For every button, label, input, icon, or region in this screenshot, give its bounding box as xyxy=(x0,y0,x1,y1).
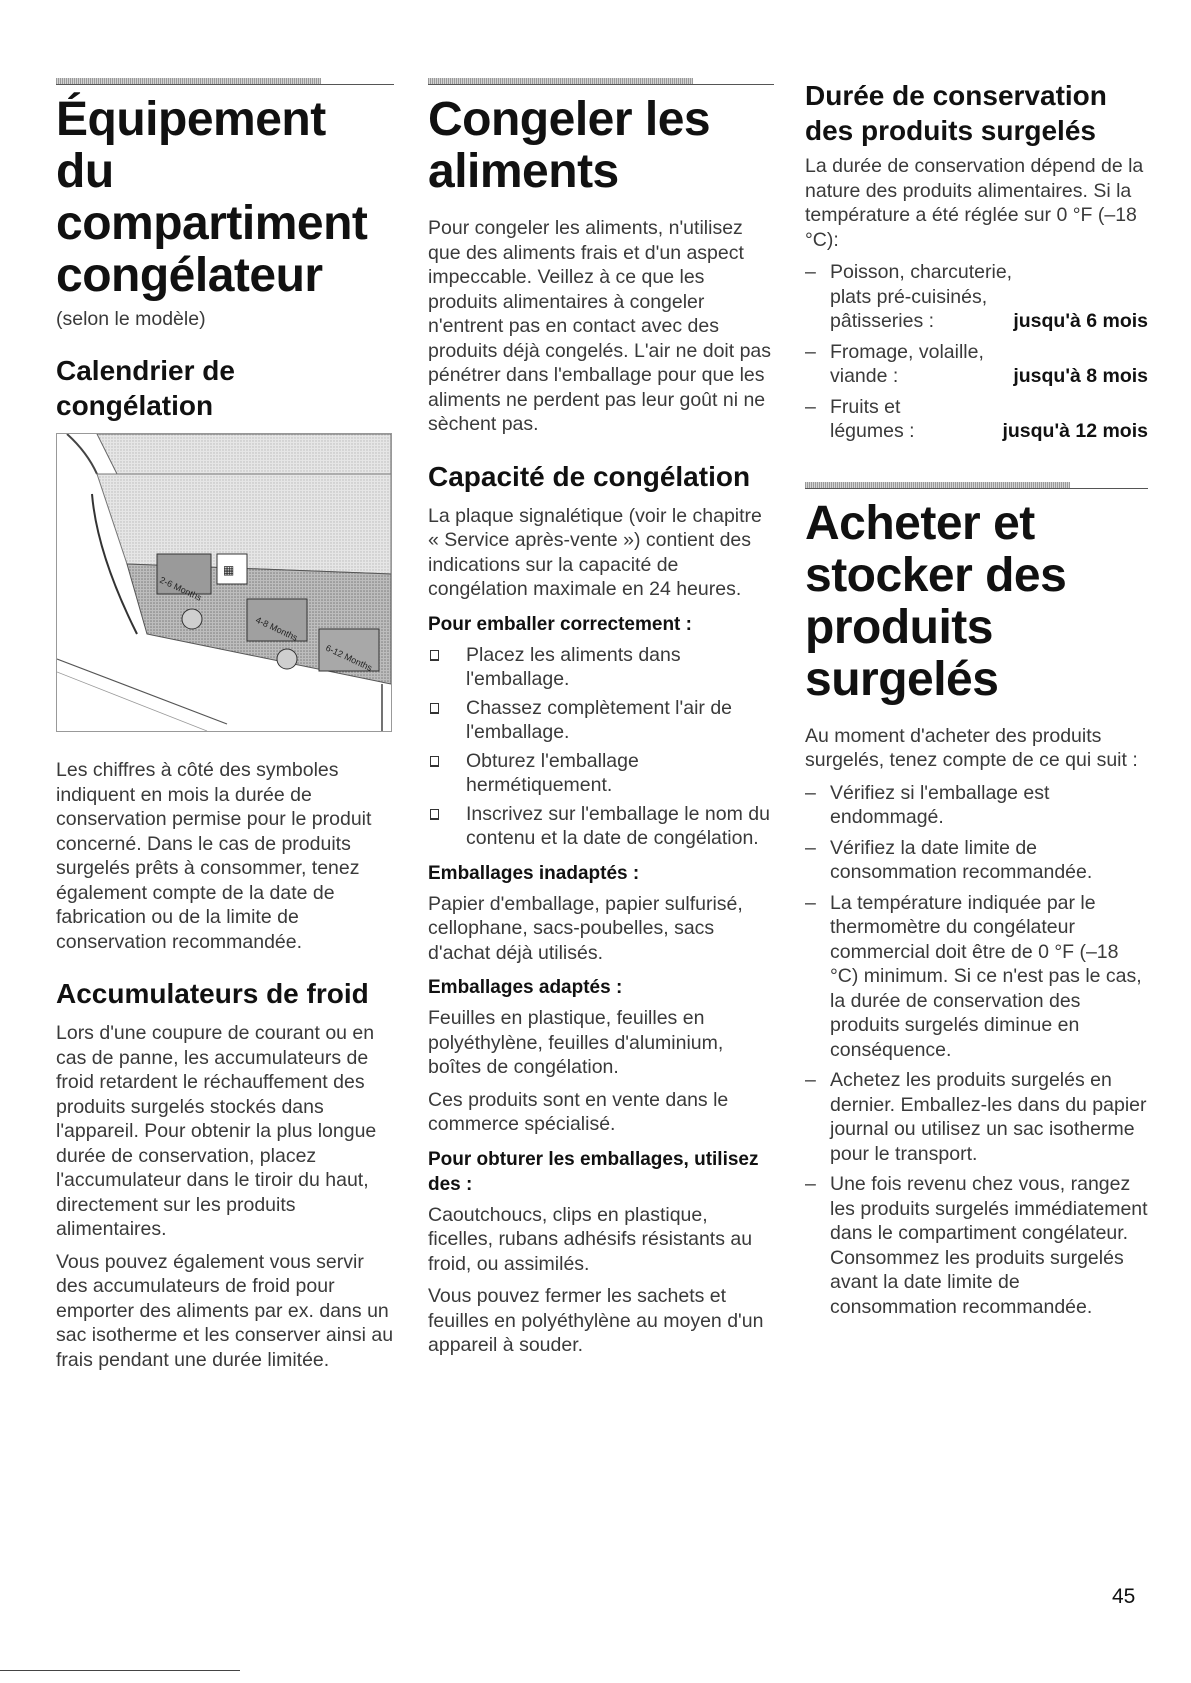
list-item: Inscrivez sur l'emballage le nom du contenu et la date de congélation. xyxy=(428,802,774,851)
duration-text: La durée de conservation dépend de la nature des produits alimentaires. Si la température a été réglée sur 0 °F (–18 °C): xyxy=(805,155,1144,251)
duration-heading: Durée de conservation des produits surgelés xyxy=(805,80,1107,146)
seal-text: Caoutchoucs, clips en plastique, ficelles, rubans adhésifs résistants au froid, ou assimilés. xyxy=(428,1203,753,1275)
freezing-intro: Pour congeler les aliments, n'utilisez que des aliments frais et d'un aspect impeccable. Veillez à ce que les produits alimentaires à congeler n'entrent pas en contact avec des produits déjà congelés. L'air ne doit pas pénétrer dans l'emballage pour que les aliments ne perdent pas leur goût ni ne sèchent pas. xyxy=(428,217,772,435)
svg-text:▦: ▦ xyxy=(223,563,235,577)
list-item: – Achetez les produits surgelés en dernier. Emballez-les dans du papier journal ou utilisez un sac isotherme pour le transport. xyxy=(805,1069,1147,1165)
duration-value: jusqu'à 12 mois xyxy=(1002,420,1148,442)
column-1 xyxy=(56,78,394,1380)
cold-packs-heading: Accumulateurs de froid xyxy=(56,978,369,1009)
checkbox-bullet-icon xyxy=(430,756,439,767)
cold-packs-text-2: Vous pouvez également vous servir des accumulateurs de froid pour emporter des aliments par ex. dans un sac isotherme et les conserver ainsi au frais pendant une durée limitée. xyxy=(56,1250,394,1371)
column-2 xyxy=(428,78,774,1366)
list-item: – Vérifiez la date limite de consommation recommandée. xyxy=(805,836,1093,883)
duration-value: jusqu'à 6 mois xyxy=(1013,310,1148,332)
buy-intro: Au moment d'acheter des produits surgelés, tenez compte de ce qui suit : xyxy=(805,724,1138,771)
bottom-rule xyxy=(0,1670,240,1671)
suitable-text: Feuilles en plastique, feuilles en polyéthylène, feuilles d'aluminium, boîtes de congélation. xyxy=(428,1007,724,1078)
pack-list xyxy=(428,643,774,851)
buy-list xyxy=(805,781,1148,1320)
page-title-acheter: Acheter et stocker des produits surgelés xyxy=(805,496,1067,706)
freezer-calendar-illustration xyxy=(56,433,392,732)
calendar-label-6-12: 6-12 Months xyxy=(324,642,374,673)
checkbox-bullet-icon xyxy=(430,703,439,714)
calendar-heading: Calendrier de congélation xyxy=(56,355,235,421)
capacity-text: La plaque signalétique (voir le chapitre « Service après-vente ») contient des indications sur la capacité de congélation maximale en 24 heures. xyxy=(428,504,762,600)
section-rule xyxy=(428,78,774,88)
calendar-label-4-8: 4-8 Months xyxy=(254,614,300,643)
unsuitable-heading: Emballages inadaptés : xyxy=(428,862,640,884)
seal-text-2: Vous pouvez fermer les sachets et feuilles en polyéthylène au moyen d'un appareil à souder. xyxy=(428,1285,764,1356)
page-title-equipement: Équipement du compartiment congélateur xyxy=(56,93,368,302)
list-item: Chassez complètement l'air de l'emballage. xyxy=(428,696,774,745)
page-title-congeler: Congeler les aliments xyxy=(428,93,711,198)
calendar-label-2-6: 2-6 Months xyxy=(158,574,204,603)
list-item: – Vérifiez si l'emballage est endommagé. xyxy=(805,781,1050,828)
model-note: (selon le modèle) xyxy=(56,308,206,330)
page-number: 45 xyxy=(1112,1585,1136,1608)
list-item: – Poisson, charcuterie, plats pré-cuisinés, pâtisseries : jusqu'à 6 mois xyxy=(805,261,1148,332)
suitable-heading: Emballages adaptés : xyxy=(428,977,623,998)
list-item: Placez les aliments dans l'emballage. xyxy=(428,643,774,692)
list-item: – Fruits et légumes : jusqu'à 12 mois xyxy=(805,395,1148,442)
list-item: – Fromage, volaille, viande : jusqu'à 8 mois xyxy=(805,340,1148,387)
section-rule xyxy=(805,482,1148,492)
cold-packs-text-1: Lors d'une coupure de courant ou en cas de panne, les accumulateurs de froid retardent le réchauffement des produits surgelés stockés dans l'appareil. Pour obtenir la plus longue durée de conservation, placez l'accumulateur dans le tiroir du haut, directement sur les produits alimentaires. xyxy=(56,1022,377,1240)
section-rule xyxy=(56,78,394,88)
suitable-text-2: Ces produits sont en vente dans le commerce spécialisé. xyxy=(428,1088,729,1135)
column-3 xyxy=(805,78,1148,1325)
capacity-heading: Capacité de congélation xyxy=(428,460,751,492)
seal-heading: Pour obturer les emballages, utilisez des : xyxy=(428,1148,759,1195)
duration-value: jusqu'à 8 mois xyxy=(1013,365,1148,387)
list-item: – La température indiquée par le thermomètre du congélateur commercial doit être de 0 °F (–18 °C) minimum. Si ce n'est pas le cas, la durée de conservation des produits surgelés diminue en conséquence. xyxy=(805,891,1142,1061)
duration-list xyxy=(805,260,1148,444)
unsuitable-text: Papier d'emballage, papier sulfurisé, cellophane, sacs-poubelles, sacs d'achat déjà utilisés. xyxy=(428,892,743,964)
pack-heading: Pour emballer correctement : xyxy=(428,613,692,635)
checkbox-bullet-icon xyxy=(430,809,439,820)
calendar-text: Les chiffres à côté des symboles indiquent en mois la durée de conservation permise pour le produit concerné. Dans le cas de produits surgelés prêts à consommer, tenez également compte de la date de fabrication ou de la limite de conservation recommandée. xyxy=(56,759,372,953)
list-item: – Une fois revenu chez vous, rangez les produits surgelés immédiatement dans le compartiment congélateur. Consommez les produits surgelés avant la date limite de consommation recommandée. xyxy=(805,1173,1148,1318)
checkbox-bullet-icon xyxy=(430,650,439,661)
list-item: Obturez l'emballage hermétiquement. xyxy=(428,749,774,798)
